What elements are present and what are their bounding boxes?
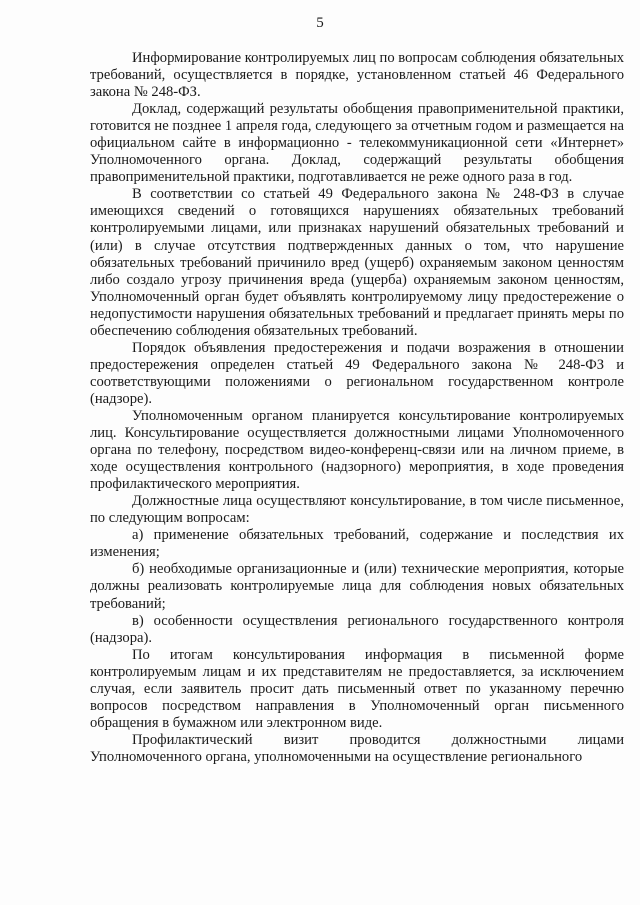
paragraph-report: Доклад, содержащий результаты обобщения правоприменительной практики, готовится не позднее 1 апреля года, следующего за отчетным годом и размещается на официальном сайте в информационно - телекоммуникационной сети «Интернет» Уполномоченного органа. Доклад, содержащий результаты обобщения правоприменительной практики, подготавливается не реже одного раза в год. bbox=[90, 101, 624, 186]
paragraph-consulting-topics: Должностные лица осуществляют консультирование, в том числе письменное, по следующим вопросам: bbox=[90, 493, 624, 527]
paragraph-informing: Информирование контролируемых лиц по вопросам соблюдения обязательных требований, осуществляется в порядке, установленном статьей 46 Федерального закона № 248-ФЗ. bbox=[90, 50, 624, 101]
document-body bbox=[90, 50, 624, 766]
paragraph-warning: В соответствии со статьей 49 Федерального закона № 248-ФЗ в случае имеющихся сведений о готовящихся нарушениях обязательных требований контролируемыми лицами, или признаках нарушений обязательных требований и (или) в случае отсутствия подтвержденных данных о том, что нарушение обязательных требований причинило вред (ущерб) охраняемым законом ценностям либо создало угрозу причинения вреда (ущерба) охраняемым законом ценностям, Уполномоченный орган будет объявлять контролируемому лицу предостережение о недопустимости нарушения обязательных требований и предлагает принять меры по обеспечению соблюдения обязательных требований. bbox=[90, 186, 624, 339]
list-item-c: в) особенности осуществления регионального государственного контроля (надзора). bbox=[90, 612, 624, 646]
paragraph-consulting-results: По итогам консультирования информация в письменной форме контролируемым лицам и их представителям не предоставляется, за исключением случая, если заявитель просит дать письменный ответ по указанному перечню вопросов посредством направления в Уполномоченный орган письменного обращения в бумажном или электронном виде. bbox=[90, 646, 624, 731]
paragraph-consulting: Уполномоченным органом планируется консультирование контролируемых лиц. Консультирование осуществляется должностными лицами Уполномоченного органа по телефону, посредством видео-конференц-связи или на личном приеме, в ходе осуществления контрольного (надзорного) мероприятия, в ходе проведения профилактического мероприятия. bbox=[90, 407, 624, 493]
paragraph-preventive-visit: Профилактический визит проводится должностными лицами Уполномоченного органа, уполномоченными на осуществление регионального bbox=[90, 731, 624, 765]
page-number: 5 bbox=[316, 15, 324, 31]
list-item-a: а) применение обязательных требований, содержание и последствия их изменения; bbox=[90, 527, 624, 561]
paragraph-warning-procedure: Порядок объявления предостережения и подачи возражения в отношении предостережения определен статьей 49 Федерального закона № 248-ФЗ и соответствующими положениями о региональном государственном контроле (надзоре). bbox=[90, 339, 624, 407]
list-item-b: б) необходимые организационные и (или) технические мероприятия, которые должны реализовать контролируемые лица для соблюдения новых обязательных требований; bbox=[90, 561, 624, 612]
